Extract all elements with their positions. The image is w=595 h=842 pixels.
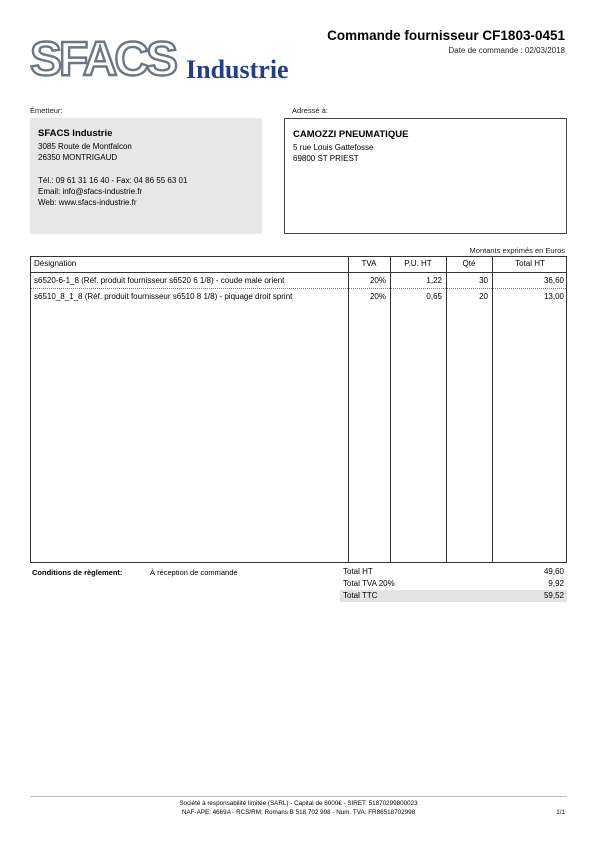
total-tva-label: Total TVA 20%: [343, 579, 395, 588]
footer-divider: [30, 796, 567, 797]
total-ht-row: [340, 566, 567, 578]
page-number: 1/1: [556, 809, 565, 816]
header-qty: Qté: [462, 259, 476, 268]
table-header: [31, 257, 566, 273]
sender-phone-fax: Tél.: 09 61 31 16 40 - Fax: 04 86 55 63 01: [38, 176, 188, 185]
sender-block: [30, 118, 262, 234]
sender-email: Email: info@sfacs-industrie.fr: [38, 187, 143, 196]
recipient-block: [284, 118, 567, 234]
row-qty: 20: [479, 292, 488, 301]
company-logo: [30, 32, 320, 88]
recipient-address-line: 5 rue Louis Gattefosse: [293, 143, 374, 152]
total-ht-value: 49,60: [543, 567, 564, 576]
row-total: 36,60: [543, 276, 564, 285]
recipient-name: CAMOZZI PNEUMATIQUE: [293, 129, 409, 140]
row-designation: s6510_8_1_8 (Réf. produit fournisseur s6510 8 1/8) - piquage droit sprint: [34, 292, 293, 301]
sender-name: SFACS Industrie: [38, 128, 113, 139]
items-table: [30, 256, 567, 563]
recipient-city-line: 69800 ST PRIEST: [293, 154, 359, 163]
table-row: [31, 288, 566, 304]
total-ttc-row: [340, 590, 567, 602]
sender-label: Émetteur:: [30, 106, 63, 115]
row-unit-price: 0,65: [426, 292, 442, 301]
footer-legal-line-1: Société à responsabilité limitée (SARL) - Capital de 8000€ - SIRET: 51870299800023: [179, 800, 418, 807]
total-ttc-value: 59,52: [543, 591, 564, 600]
header-total: Total HT: [515, 259, 545, 268]
header-designation: Désignation: [34, 259, 77, 268]
total-ttc-label: Total TTC: [343, 591, 378, 600]
sender-address-line: 3085 Route de Montfalcon: [38, 142, 132, 151]
row-tva: 20%: [369, 276, 386, 285]
row-qty: 30: [479, 276, 488, 285]
document-title: Commande fournisseur CF1803-0451: [327, 28, 565, 43]
total-ht-label: Total HT: [343, 567, 373, 576]
svg-text:Industrie: Industrie: [186, 55, 289, 84]
svg-text:SFACS: SFACS: [30, 33, 176, 86]
row-designation: s6520-6-1_8 (Réf. produit fournisseur s6520 6 1/8) - coude male orient: [34, 276, 285, 285]
footer-legal-line-2: NAF-APE: 4669A - RCS/RM: Romans B 518 702 998 - Num. TVA: FR86518702998: [181, 809, 416, 816]
header-tva: TVA: [361, 259, 377, 268]
sender-city-line: 26350 MONTRIGAUD: [38, 153, 118, 162]
sender-website: Web: www.sfacs-industrie.fr: [38, 198, 137, 207]
recipient-label: Adressé à:: [292, 106, 328, 115]
row-total: 13,00: [543, 292, 564, 301]
currency-note: Montants exprimés en Euros: [469, 246, 565, 255]
row-unit-price: 1,22: [426, 276, 442, 285]
table-row: [31, 272, 566, 289]
row-tva: 20%: [369, 292, 386, 301]
total-tva-row: [340, 578, 567, 590]
total-tva-value: 9,92: [548, 579, 564, 588]
order-date: Date de commande : 02/03/2018: [448, 46, 565, 55]
header-unit-price: P.U. HT: [404, 259, 432, 268]
payment-terms-value: À réception de commande: [150, 568, 238, 577]
payment-terms-label: Conditions de règlement:: [32, 568, 123, 577]
